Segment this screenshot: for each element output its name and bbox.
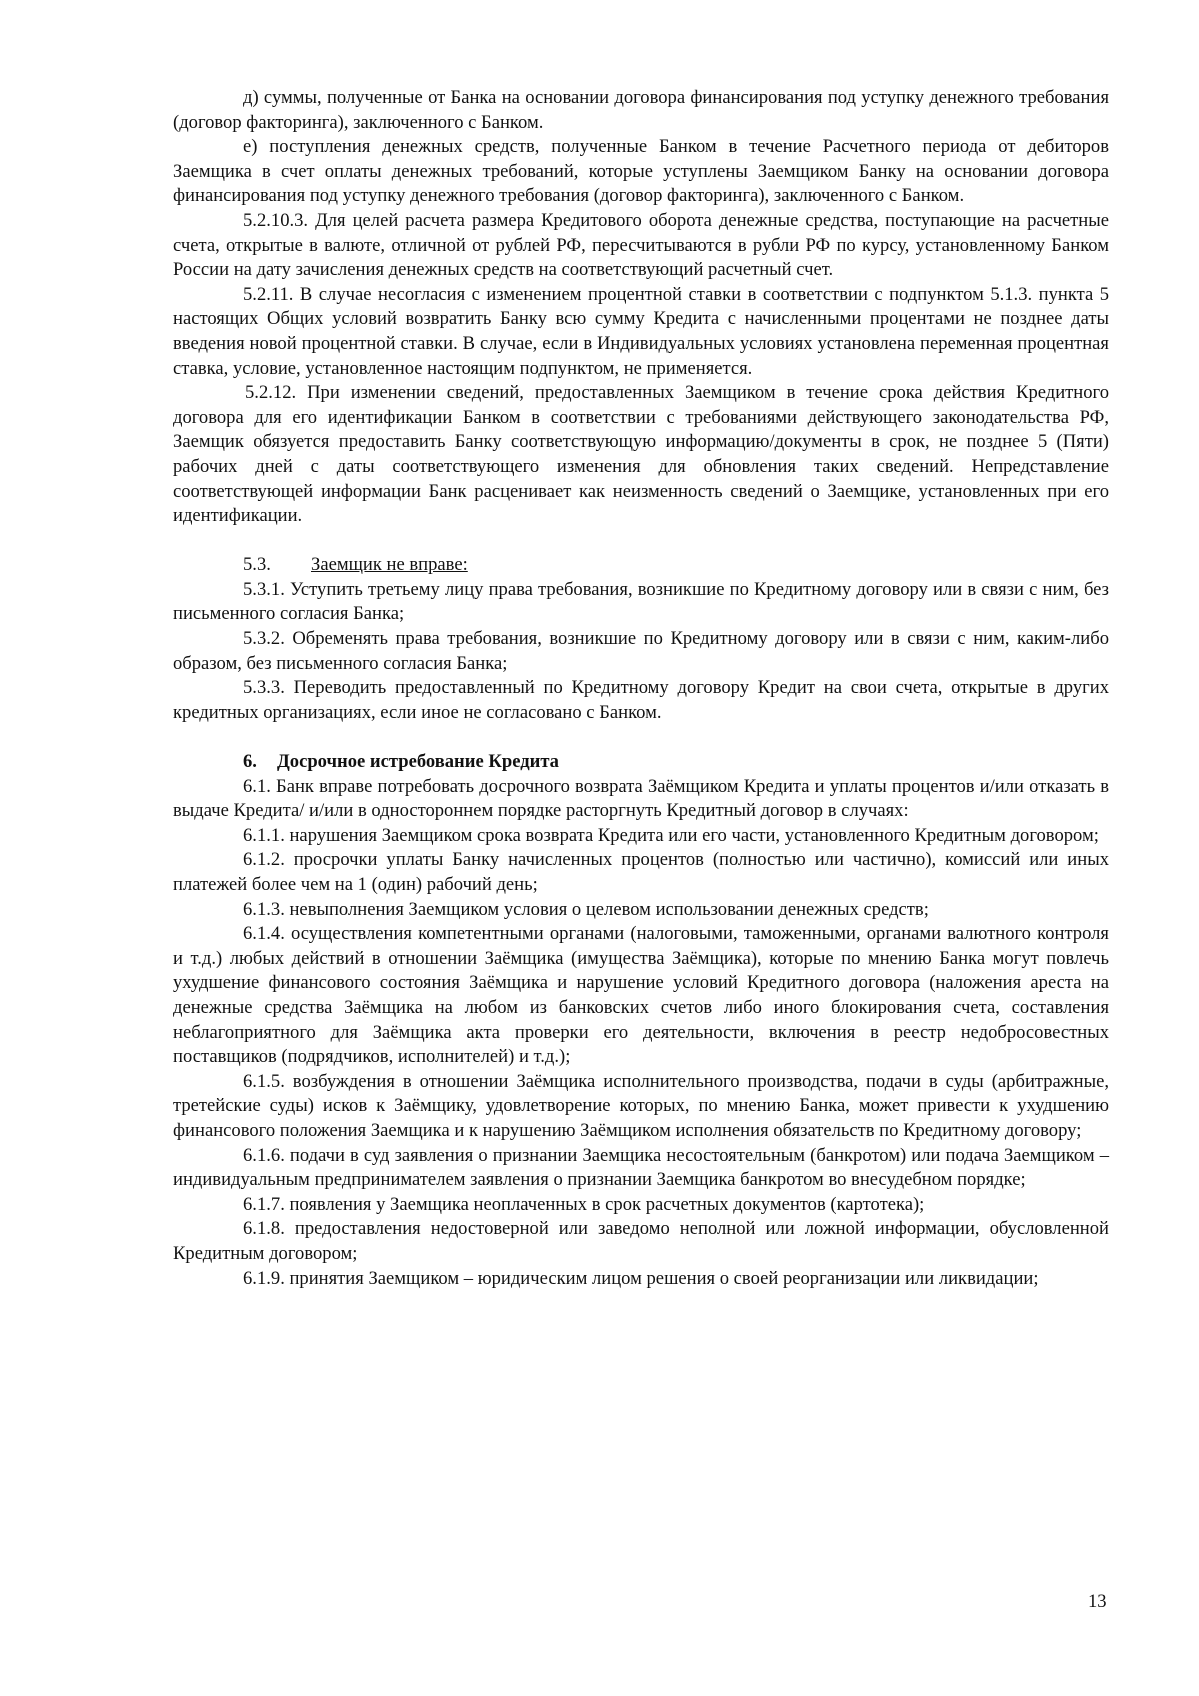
paragraph-5-3-2: 5.3.2. Обременять права требования, возникшие по Кредитному договору или в связи с ним, каким-либо образом, без письменного согласия Банка;: [173, 628, 1109, 674]
paragraph-6-1-2: 6.1.2. просрочки уплаты Банку начисленных процентов (полностью или частично), комиссий или иных платежей более чем на 1 (один) рабочий день;: [173, 849, 1109, 895]
paragraph-5-2-11: 5.2.11. В случае несогласия с изменением процентной ставки в соответствии с подпунктом 5.1.3. пункта 5 настоящих Общих условий возвратить Банку всю сумму Кредита с начисленными процентами не позднее даты введения новой процентной ставки. В случае, если в Индивидуальных условиях установлена переменная процентная ставка, условие, установленное настоящим подпунктом, не применяется.: [173, 283, 1109, 379]
section-heading-6: [173, 750, 1109, 775]
paragraph-6-1-5: 6.1.5. возбуждения в отношении Заёмщика исполнительного производства, подачи в суды (арбитражные, третейские суды) исков к Заёмщику, удовлетворение которых, по мнению Банка, может привести к ухудшению финансового положения Заемщика и к нарушению Заёмщиком исполнения обязательств по Кредитному договору;: [173, 1070, 1109, 1141]
paragraph-6-1-4: 6.1.4. осуществления компетентными органами (налоговыми, таможенными, органами валютного контроля и т.д.) любых действий в отношении Заёмщика (имущества Заёмщика), которые по мнению Банка могут повлечь ухудшение финансового состояния Заёмщика и нарушение условий Кредитного договора (наложения ареста на денежные средства Заёмщика на любом из банковских счетов либо иного блокирования счета, составления неблагоприятного для Заёмщика акта проверки его деятельности, включения в реестр недобросовестных поставщиков (подрядчиков, исполнителей) и т.д.);: [173, 923, 1109, 1068]
paragraph-6-1-9: 6.1.9. принятия Заемщиком – юридическим лицом решения о своей реорганизации или ликвидации;: [243, 1267, 1039, 1289]
paragraph-e: е) поступления денежных средств, полученные Банком в течение Расчетного периода от дебиторов Заемщика в счет оплаты денежных требований, которые уступлены Заемщиком Банку на основании договора финансирования под уступку денежного требования (договор факторинга), заключенного с Банком.: [173, 136, 1109, 207]
paragraph-6-1-1: 6.1.1. нарушения Заемщиком срока возврата Кредита или его части, установленного Кредитным договором;: [243, 824, 1099, 846]
page-number: 13: [1088, 1591, 1107, 1612]
subsection-title: Заемщик не вправе:: [311, 554, 468, 576]
paragraph-6-1-6: 6.1.6. подачи в суд заявления о признании Заемщика несостоятельным (банкротом) или подача Заемщиком – индивидуальным предпринимателем заявления о признании Заемщика банкротом во внесудебном порядке;: [173, 1144, 1109, 1191]
spacer: [173, 529, 1109, 554]
paragraph-5-2-12: 5.2.12. При изменении сведений, предоставленных Заемщиком в течение срока действия Кредитного договора для его идентификации Банком в соответствии с требованиями действующего законодательства РФ, Заемщик обязуется предоставить Банку соответствующую информацию/документы в срок, не позднее 5 (Пяти) рабочих дней с даты соответствующего изменения для обновления таких сведений. Непредставление соответствующей информации Банк расценивает как неизменность сведений о Заемщике, установленных при его идентификации.: [173, 382, 1109, 527]
paragraph-5-2-10-3: 5.2.10.3. Для целей расчета размера Кредитового оборота денежные средства, поступающие на расчетные счета, открытые в валюте, отличной от рублей РФ, пересчитываются в рубли РФ по курсу, установленному Банком России на дату зачисления денежных средств на соответствующий расчетный счет.: [173, 209, 1109, 281]
paragraph-6-1-3: 6.1.3. невыполнения Заемщиком условия о целевом использовании денежных средств;: [243, 898, 929, 920]
subsection-number: 5.3.: [243, 554, 271, 576]
paragraph-d: д) суммы, полученные от Банка на основании договора финансирования под уступку денежного требования (договор факторинга), заключенного с Банком.: [173, 87, 1109, 133]
section-title: Досрочное истребование Кредита: [277, 751, 559, 773]
paragraph-5-3-1: 5.3.1. Уступить третьему лицу права требования, возникшие по Кредитному договору или в связи с ним, без письменного согласия Банка;: [173, 578, 1109, 625]
document-page: [173, 86, 1109, 1291]
paragraph-6-1: 6.1. Банк вправе потребовать досрочного возврата Заёмщиком Кредита и уплаты процентов и/или отказать в выдаче Кредита/ и/или в одностороннем порядке расторгнуть Кредитный договор в случаях:: [173, 775, 1109, 822]
paragraph-6-1-7: 6.1.7. появления у Заемщика неоплаченных в срок расчетных документов (картотека);: [243, 1193, 925, 1215]
section-number: 6.: [243, 751, 257, 773]
paragraph-6-1-8: 6.1.8. предоставления недостоверной или заведомо неполной или ложной информации, обусловленной Кредитным договором;: [173, 1218, 1109, 1264]
paragraph-5-3-3: 5.3.3. Переводить предоставленный по Кредитному договору Кредит на свои счета, открытые в других кредитных организациях, если иное не согласовано с Банком.: [173, 677, 1109, 723]
spacer: [173, 725, 1109, 750]
subsection-heading-5-3: [173, 553, 1109, 578]
